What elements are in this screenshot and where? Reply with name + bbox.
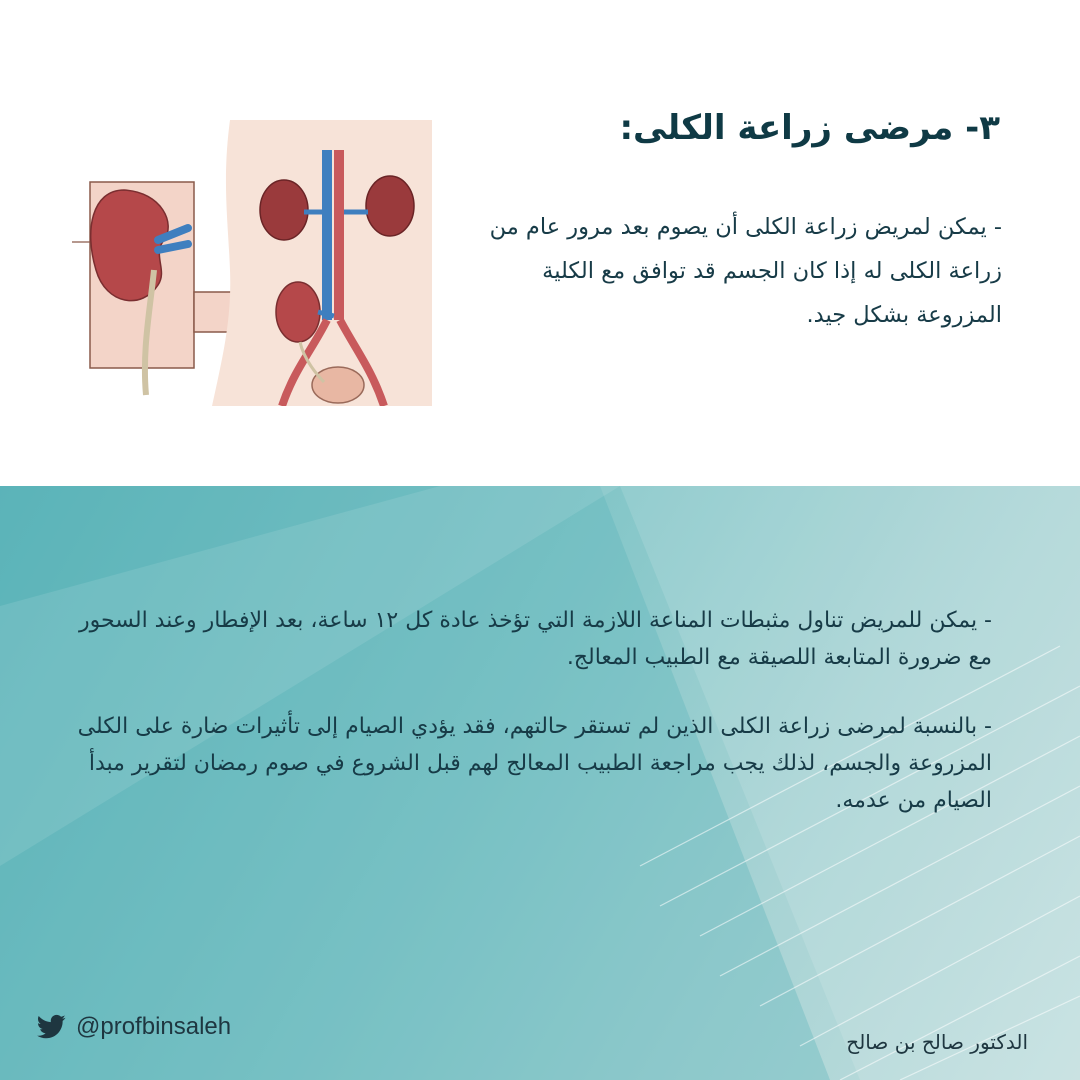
transplanted-kidney	[276, 282, 320, 342]
page-title: ٣- مرضى زراعة الكلى:	[619, 108, 1000, 148]
native-kidney-right	[366, 176, 414, 236]
twitter-bird-icon	[36, 1012, 66, 1042]
details-paragraph-1: - يمكن للمريض تناول مثبطات المناعة اللازمة التي تؤخذ عادة كل ١٢ ساعة، بعد الإفطار وعند السحور مع ضرورة المتابعة اللصيقة مع الطبيب المعالج.	[79, 608, 992, 670]
twitter-handle-text: @profbinsaleh	[76, 1013, 232, 1040]
kidney-large	[91, 190, 168, 301]
twitter-handle[interactable]	[36, 1010, 231, 1044]
kidney-transplant-illustration	[72, 120, 432, 406]
intro-paragraph: - يمكن لمريض زراعة الكلى أن يصوم بعد مرور عام من زراعة الكلى له إذا كان الجسم قد توافق مع الكلية المزروعة بشكل جيد.	[489, 214, 1002, 328]
author-name: الدكتور صالح بن صالح	[846, 1030, 1028, 1054]
details-paragraph-2: - بالنسبة لمرضى زراعة الكلى الذين لم تستقر حالتهم، فقد يؤدي الصيام إلى تأثيرات ضارة على الكلى المزروعة والجسم، لذلك يجب مراجعة الطبيب المعالج لهم قبل الشروع في صوم رمضان لتقرير مبدأ الصيام من عدمه.	[77, 714, 992, 813]
bladder	[312, 367, 364, 403]
native-kidney-left	[260, 180, 308, 240]
